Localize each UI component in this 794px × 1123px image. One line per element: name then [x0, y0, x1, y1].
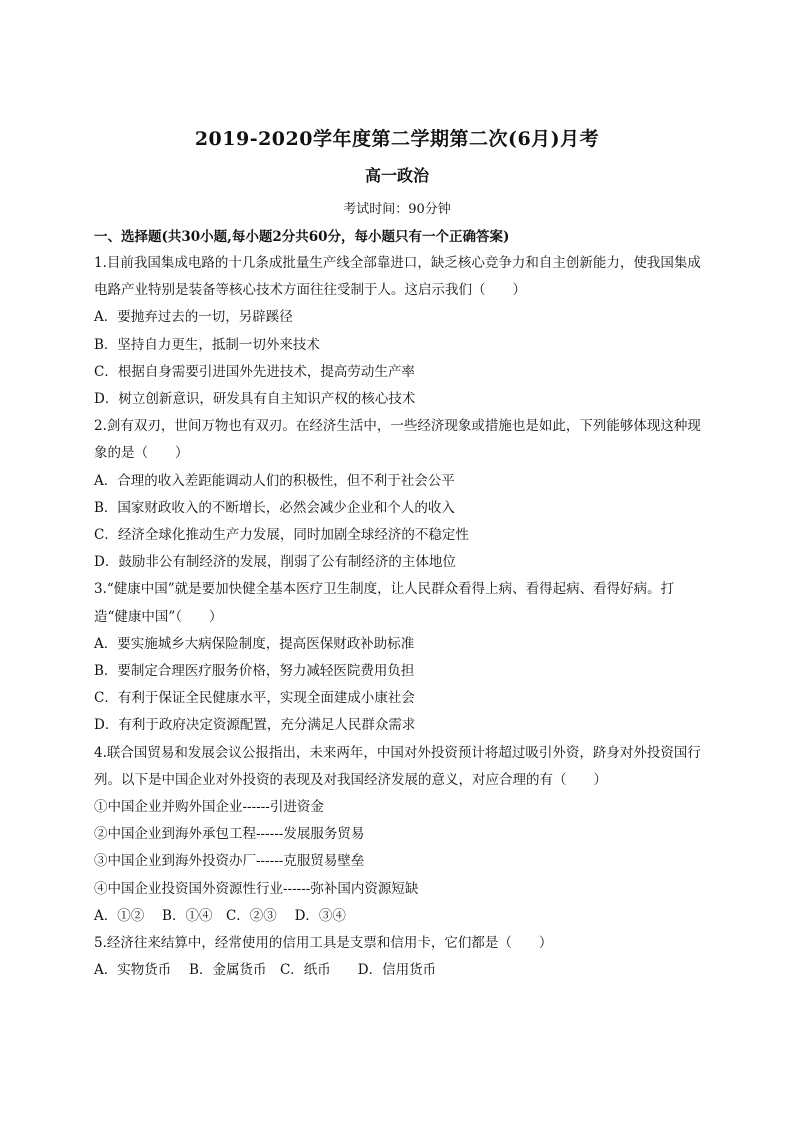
question-3	[94, 576, 706, 739]
exam-subject: 高一政治	[364, 166, 429, 185]
statement-line: ①中国企业并购外国企业------引进资金	[94, 799, 324, 816]
question-5	[94, 930, 706, 984]
option-line: B．坚持自力更生，抵制一切外来技术	[94, 336, 320, 353]
question-1	[94, 250, 706, 413]
option-line: C．根据自身需要引进国外先进技术，提高劳动生产率	[94, 363, 415, 380]
question-stem: 5.经济往来结算中，经常使用的信用工具是支票和信用卡，它们都是（ ）	[94, 935, 553, 952]
exam-title: 2019-2020学年度第二学期第二次(6月)月考	[194, 128, 600, 150]
question-stem: 2.剑有双刃，世间万物也有双刃。在经济生活中，一些经济现象或措施也是如此，下列能够体现这种现象的是（ ）	[94, 418, 701, 462]
exam-time: 考试时间：90分钟	[343, 202, 451, 217]
statement-line: ④中国企业投资国外资源性行业------弥补国内资源短缺	[94, 880, 419, 897]
statement-line: ③中国企业到海外投资办厂------克服贸易壁垒	[94, 853, 365, 870]
question-stem: 4.联合国贸易和发展会议公报指出，未来两年，中国对外投资预计将超过吸引外资，跻身对外投资国行列。以下是中国企业对外投资的表现及对我国经济发展的意义，对应合理的有（ ）	[94, 744, 701, 788]
question-2	[94, 413, 706, 576]
option-line: C．有利于保证全民健康水平，实现全面建成小康社会	[94, 690, 415, 707]
option-line: A．实物货币 B．金属货币 C．纸币 D．信用货币	[94, 962, 437, 979]
option-line: D．鼓励非公有制经济的发展，削弱了公有制经济的主体地位	[94, 554, 456, 571]
option-line: A．要抛弃过去的一切，另辟蹊径	[94, 309, 293, 326]
option-line: A．要实施城乡大病保险制度，提高医保财政补助标准	[94, 635, 415, 652]
option-line: A．①② B．①④ C．②③ D．③④	[94, 907, 346, 924]
option-line: D．有利于政府决定资源配置，充分满足人民群众需求	[94, 717, 416, 734]
question-4	[94, 740, 706, 930]
option-line: A．合理的收入差距能调动人们的积极性，但不利于社会公平	[94, 472, 455, 489]
question-stem: 3.“健康中国”就是要加快健全基本医疗卫生制度，让人民群众看得上病、看得起病、看得好病。打造“健康中国”（ ）	[94, 581, 675, 625]
option-line: B．国家财政收入的不断增长，必然会减少企业和个人的收入	[94, 499, 455, 516]
option-line: B．要制定合理医疗服务价格，努力减轻医院费用负担	[94, 663, 415, 680]
section-heading: 一、选择题(共30小题,每小题2分共60分，每小题只有一个正确答案)	[94, 229, 510, 245]
statement-line: ②中国企业到海外承包工程------发展服务贸易	[94, 826, 365, 843]
option-line: C．经济全球化推动生产力发展，同时加剧全球经济的不稳定性	[94, 527, 469, 544]
questions-list	[94, 250, 706, 984]
option-line: D．树立创新意识，研发具有自主知识产权的核心技术	[94, 391, 416, 408]
question-stem: 1.目前我国集成电路的十几条成批量生产线全部靠进口，缺乏核心竞争力和自主创新能力，使我国集成电路产业特别是装备等核心技术方面往往受制于人。这启示我们（ ）	[94, 255, 701, 299]
